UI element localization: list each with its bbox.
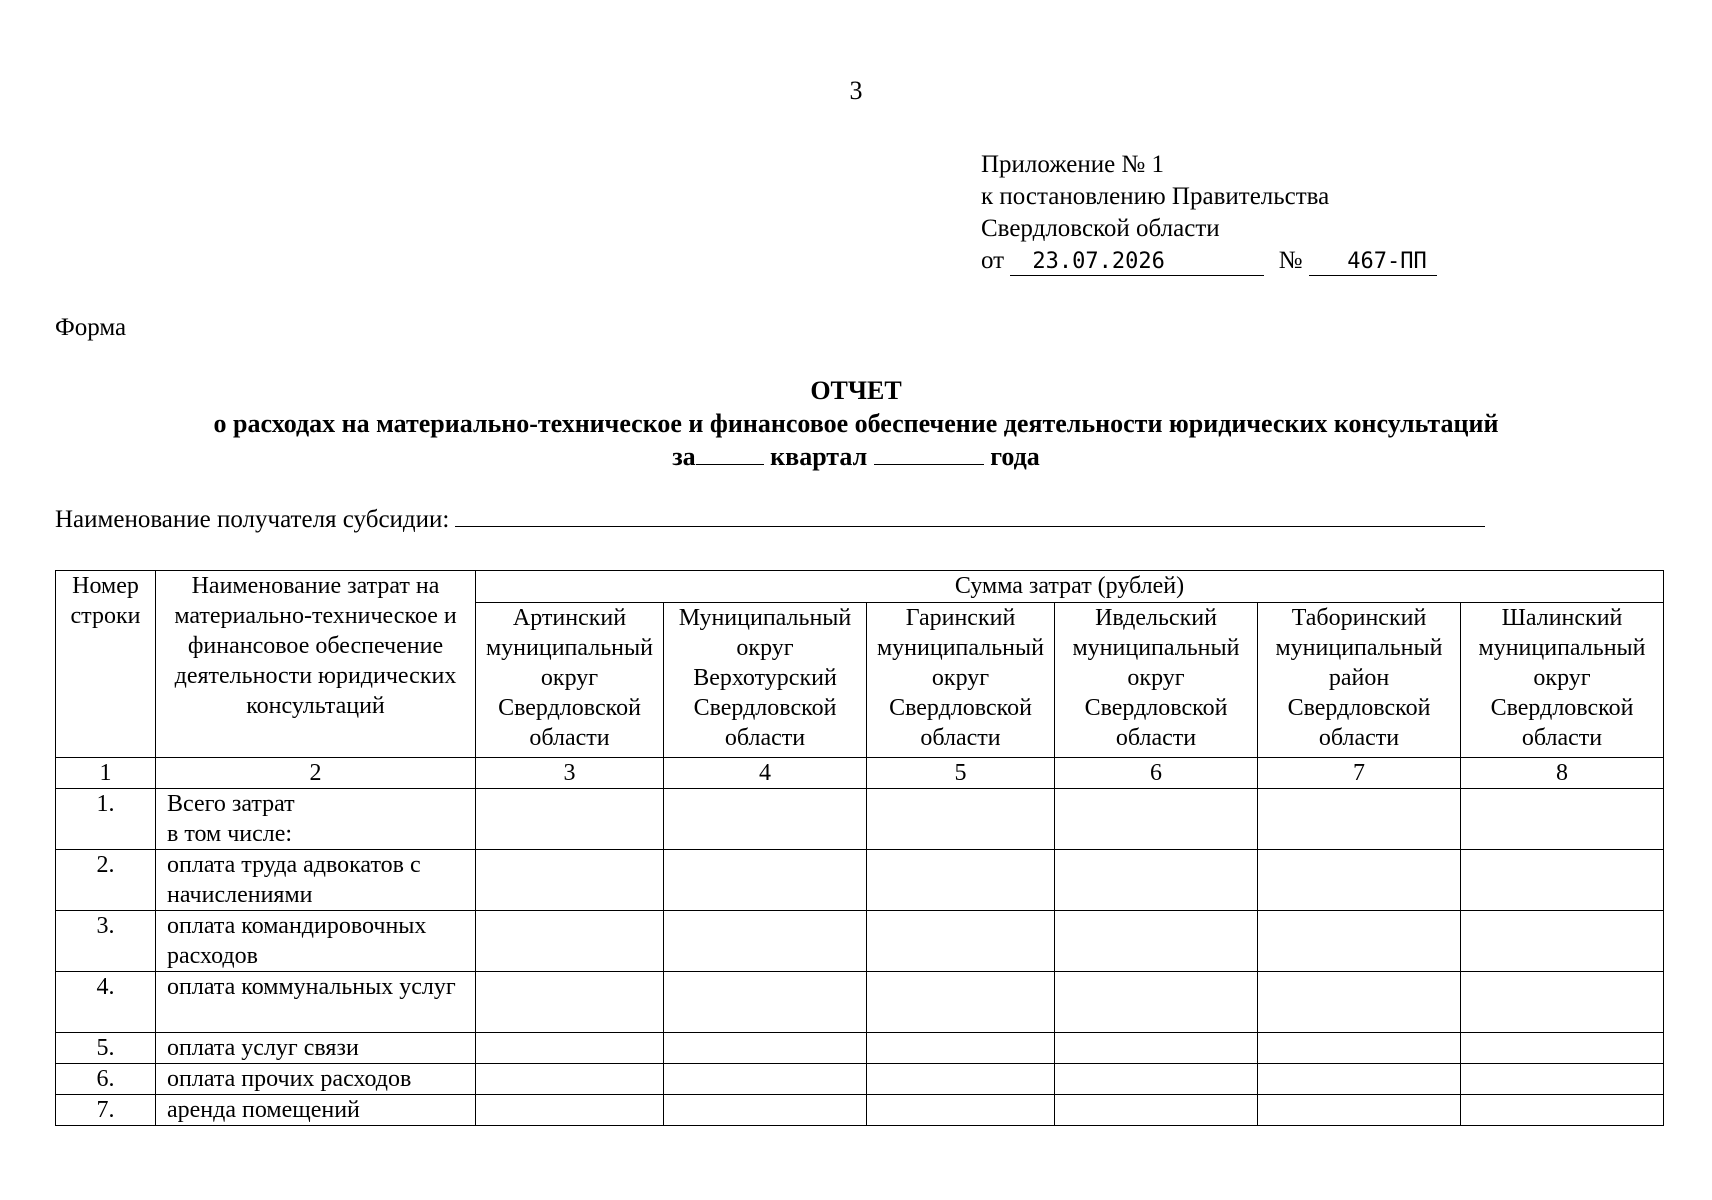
page-number: 3	[849, 76, 863, 105]
header-municipality: Ивдельский муниципальный округ Свердловской области	[1055, 603, 1258, 758]
title-line-1: ОТЧЕТ	[810, 376, 902, 405]
amount-cell[interactable]	[664, 1064, 867, 1095]
recipient-blank[interactable]	[455, 506, 1485, 527]
amount-cell[interactable]	[867, 1095, 1055, 1126]
table-row	[56, 911, 1664, 972]
row-cost-name: оплата коммунальных услуг	[156, 972, 476, 1033]
appendix-block	[981, 149, 1437, 277]
table-row	[56, 1033, 1664, 1064]
title-za: за	[672, 442, 696, 471]
amount-cell[interactable]	[867, 850, 1055, 911]
table-row	[56, 1064, 1664, 1095]
amount-cell[interactable]	[1055, 972, 1258, 1033]
table-row	[56, 789, 1664, 850]
amount-cell[interactable]	[1461, 789, 1664, 850]
header-row-number: Номер строки	[56, 571, 156, 758]
column-number: 6	[1055, 758, 1258, 789]
title-kvartal: квартал	[770, 442, 868, 471]
header-row-1	[56, 571, 1664, 603]
column-number: 1	[56, 758, 156, 789]
amount-cell[interactable]	[867, 1064, 1055, 1095]
amount-cell[interactable]	[1461, 972, 1664, 1033]
amount-cell[interactable]	[664, 1033, 867, 1064]
header-municipality: Муниципальный округ Верхотурский Свердловской области	[664, 603, 867, 758]
recipient-label: Наименование получателя субсидии:	[55, 506, 450, 533]
amount-cell[interactable]	[1055, 1095, 1258, 1126]
amount-cell[interactable]	[1461, 911, 1664, 972]
column-number-row	[56, 758, 1664, 789]
amount-cell[interactable]	[1055, 1064, 1258, 1095]
amount-cell[interactable]	[1055, 1033, 1258, 1064]
amount-cell[interactable]	[1258, 911, 1461, 972]
amount-cell[interactable]	[1461, 1064, 1664, 1095]
amount-cell[interactable]	[1055, 850, 1258, 911]
appendix-line-1: Приложение № 1	[981, 151, 1165, 178]
amount-cell[interactable]	[476, 1095, 664, 1126]
amount-cell[interactable]	[1461, 1095, 1664, 1126]
row-cost-name: оплата труда адвокатов с начислениями	[156, 850, 476, 911]
header-municipality: Таборинский муниципальный район Свердловской области	[1258, 603, 1461, 758]
column-number: 4	[664, 758, 867, 789]
row-number: 4.	[56, 972, 156, 1033]
amount-cell[interactable]	[1461, 1033, 1664, 1064]
row-number: 3.	[56, 911, 156, 972]
amount-cell[interactable]	[664, 1095, 867, 1126]
quarter-blank[interactable]	[696, 442, 764, 465]
amount-cell[interactable]	[664, 972, 867, 1033]
amount-cell[interactable]	[1258, 1095, 1461, 1126]
form-label: Форма	[55, 314, 127, 341]
column-number: 5	[867, 758, 1055, 789]
number-prefix: №	[1278, 247, 1303, 274]
header-municipality: Артинский муниципальный округ Свердловской области	[476, 603, 664, 758]
amount-cell[interactable]	[867, 911, 1055, 972]
amount-cell[interactable]	[476, 789, 664, 850]
appendix-line-2: к постановлению Правительства	[981, 183, 1330, 210]
title-line-2: о расходах на материально-техническое и финансовое обеспечение деятельности юридических консультаций	[213, 409, 1499, 438]
date-prefix: от	[981, 247, 1005, 274]
amount-cell[interactable]	[1055, 911, 1258, 972]
table-row	[56, 972, 1664, 1033]
amount-cell[interactable]	[867, 1033, 1055, 1064]
header-municipality: Шалинский муниципальный округ Свердловской области	[1461, 603, 1664, 758]
amount-cell[interactable]	[664, 789, 867, 850]
header-sum: Сумма затрат (рублей)	[476, 571, 1664, 603]
column-number: 3	[476, 758, 664, 789]
row-number: 2.	[56, 850, 156, 911]
amount-cell[interactable]	[476, 850, 664, 911]
column-number: 8	[1461, 758, 1664, 789]
row-cost-name: оплата командировочных расходов	[156, 911, 476, 972]
report-title	[0, 374, 1712, 473]
appendix-date-line	[981, 245, 1437, 277]
table-row	[56, 850, 1664, 911]
amount-cell[interactable]	[476, 911, 664, 972]
row-number: 7.	[56, 1095, 156, 1126]
column-number: 2	[156, 758, 476, 789]
amount-cell[interactable]	[664, 850, 867, 911]
row-cost-name: оплата прочих расходов	[156, 1064, 476, 1095]
row-number: 5.	[56, 1033, 156, 1064]
header-cost-name: Наименование затрат на материально-техническое и финансовое обеспечение деятельности юридических консультаций	[156, 571, 476, 758]
title-line-3	[0, 440, 1712, 473]
amount-cell[interactable]	[476, 1064, 664, 1095]
amount-cell[interactable]	[1461, 850, 1664, 911]
amount-cell[interactable]	[1258, 789, 1461, 850]
column-number: 7	[1258, 758, 1461, 789]
year-blank[interactable]	[874, 442, 984, 465]
amount-cell[interactable]	[1258, 850, 1461, 911]
amount-cell[interactable]	[1258, 1033, 1461, 1064]
table-row	[56, 1095, 1664, 1126]
amount-cell[interactable]	[867, 972, 1055, 1033]
expenses-table	[55, 570, 1664, 1126]
resolution-number: 467-ПП	[1309, 249, 1437, 276]
amount-cell[interactable]	[664, 911, 867, 972]
amount-cell[interactable]	[1258, 1064, 1461, 1095]
appendix-line-3: Свердловской области	[981, 215, 1220, 242]
header-municipality: Гаринский муниципальный округ Свердловской области	[867, 603, 1055, 758]
amount-cell[interactable]	[1258, 972, 1461, 1033]
amount-cell[interactable]	[867, 789, 1055, 850]
amount-cell[interactable]	[476, 1033, 664, 1064]
row-cost-name: аренда помещений	[156, 1095, 476, 1126]
row-cost-name: Всего затрат в том числе:	[156, 789, 476, 850]
resolution-date: 23.07.2026	[1010, 249, 1264, 276]
amount-cell[interactable]	[1055, 789, 1258, 850]
recipient-line	[55, 506, 1485, 534]
amount-cell[interactable]	[476, 972, 664, 1033]
row-number: 6.	[56, 1064, 156, 1095]
title-goda: года	[990, 442, 1040, 471]
row-cost-name: оплата услуг связи	[156, 1033, 476, 1064]
row-number: 1.	[56, 789, 156, 850]
